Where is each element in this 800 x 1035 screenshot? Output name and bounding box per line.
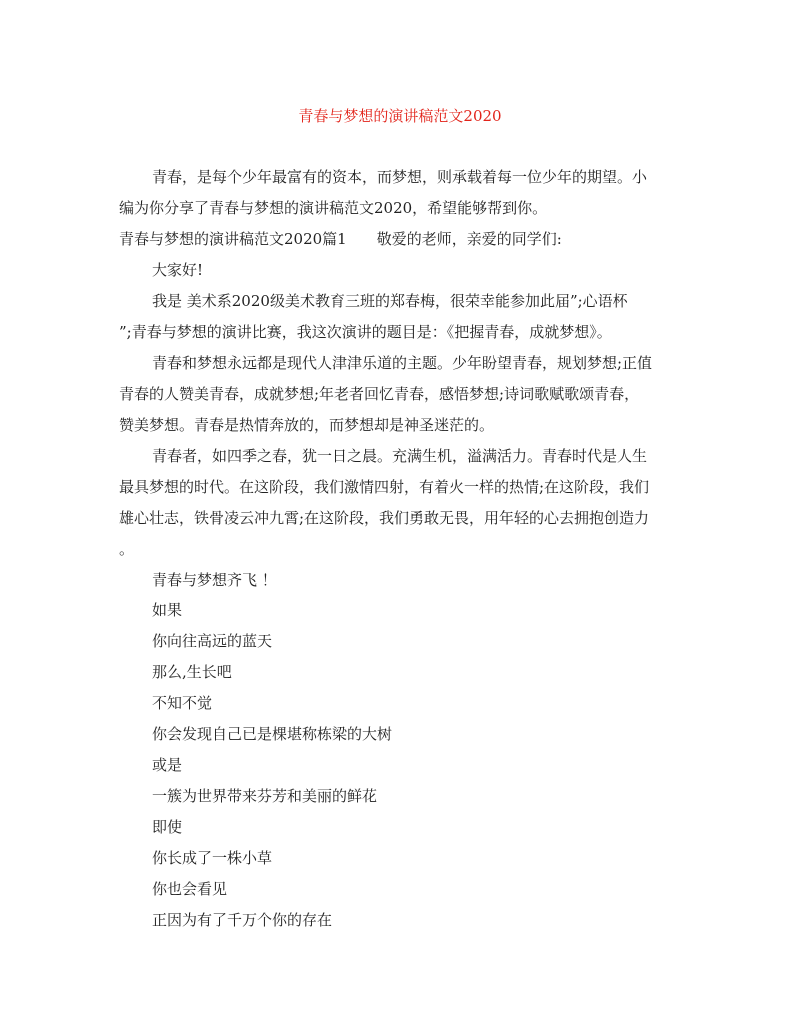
poem-line: 你向往高远的蓝天 [152,632,273,650]
paragraph-3-line-4: 。 [119,540,135,558]
poem-line: 如果 [152,601,183,619]
paragraph-3-line-3: 雄心壮志，铁骨凌云冲九霄;在这阶段，我们勇敢无畏，用年轻的心去拥抱创造力 [119,509,650,527]
poem-line: 你会发现自己已是棵堪称栋梁的大树 [152,725,393,743]
poem-line: 即使 [152,818,183,836]
intro-line-2: 编为你分享了青春与梦想的演讲稿范文2020，希望能够帮到你。 [119,199,548,217]
paragraph-1-line-1: 我是 美术系2020级美术教育三班的郑春梅，很荣幸能参加此届”;心语杯 [152,292,628,310]
poem-line: 你长成了一株小草 [152,849,273,867]
speech-heading-line: 青春与梦想的演讲稿范文2020篇1 敬爱的老师，亲爱的同学们: [119,230,562,248]
paragraph-2-line-3: 赞美梦想。青春是热情奔放的，而梦想却是神圣迷茫的。 [119,416,495,434]
poem-title: 青春与梦想齐飞 ！ [152,571,277,589]
paragraph-1-line-2: ”;青春与梦想的演讲比赛，我这次演讲的题目是：《把握青春，成就梦想》。 [119,323,612,341]
document-title: 青春与梦想的演讲稿范文2020 [298,107,502,125]
poem-line: 那么,生长吧 [152,663,232,681]
poem-line: 正因为有了千万个你的存在 [152,911,333,929]
poem-line: 或是 [152,756,183,774]
poem-line: 一簇为世界带来芬芳和美丽的鲜花 [152,787,378,805]
paragraph-2-line-1: 青春和梦想永远都是现代人津津乐道的主题。少年盼望青春，规划梦想;正值 [152,354,653,372]
intro-line-1: 青春，是每个少年最富有的资本，而梦想，则承载着每一位少年的期望。小 [152,168,648,186]
paragraph-2-line-2: 青春的人赞美青春，成就梦想;年老者回忆青春，感悟梦想;诗词歌赋歌颂青春， [119,385,640,403]
paragraph-3-line-1: 青春者，如四季之春，犹一日之晨。充满生机，溢满活力。青春时代是人生 [152,447,648,465]
poem-line: 不知不觉 [152,694,213,712]
greeting: 大家好! [152,261,204,279]
paragraph-3-line-2: 最具梦想的时代。在这阶段，我们激情四射，有着火一样的热情;在这阶段，我们 [119,478,650,496]
poem-line: 你也会看见 [152,880,228,898]
